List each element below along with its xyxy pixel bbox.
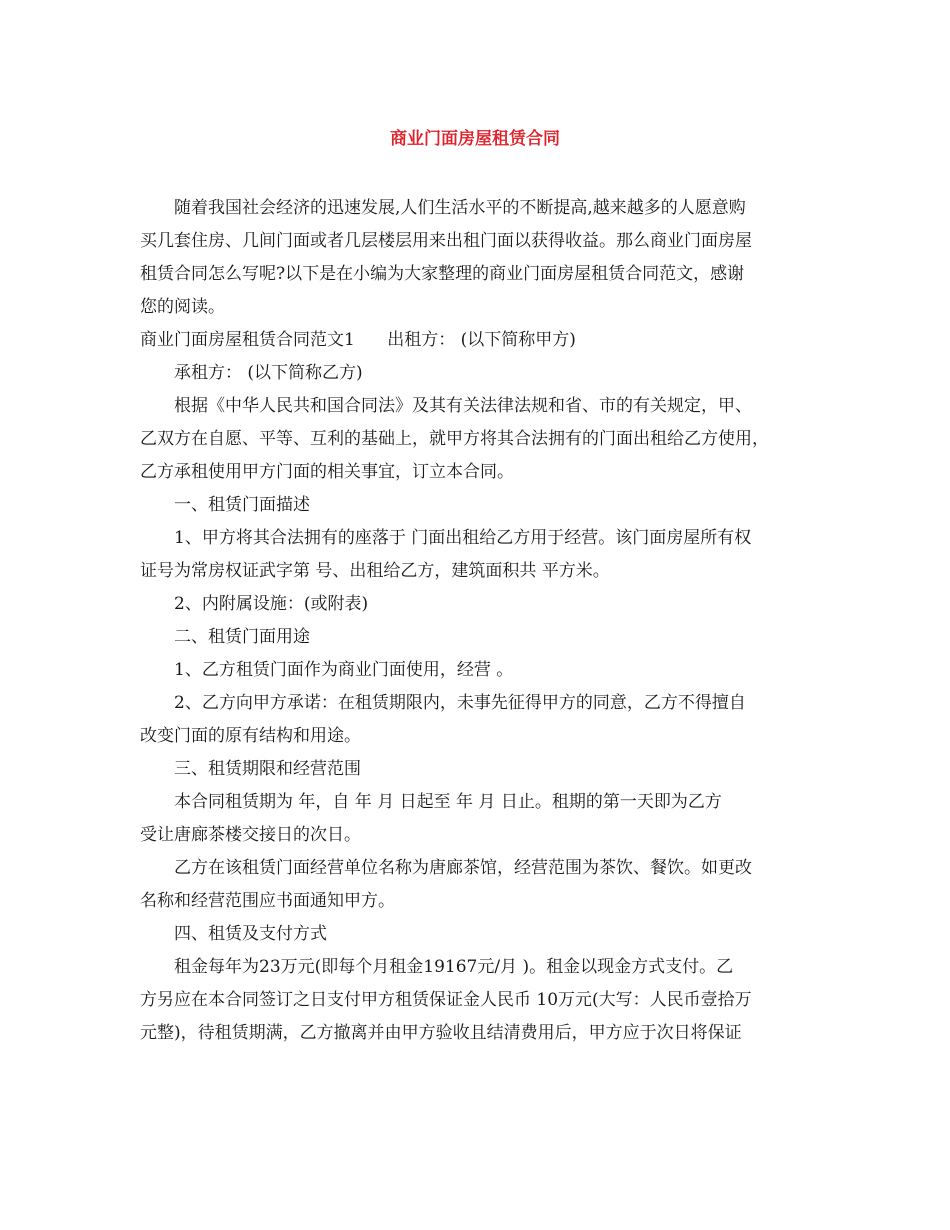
paragraph-line: 随着我国社会经济的迅速发展,人们生活水平的不断提高,越来越多的人愿意购	[174, 198, 746, 218]
paragraph-line: 一、租赁门面描述	[174, 495, 310, 515]
paragraph-line: 1、甲方将其合法拥有的座落于 门面出租给乙方用于经营。该门面房屋所有权	[174, 528, 752, 548]
paragraph-line: 方另应在本合同签订之日支付甲方租赁保证金人民币 10万元(大写：人民币壹拾万	[140, 990, 752, 1010]
paragraph-line: 根据《中华人民共和国合同法》及其有关法律法规和省、市的有关规定，甲、	[174, 396, 752, 416]
document-body	[140, 192, 815, 1050]
paragraph-line: 租金每年为23万元(即每个月租金19167元/月 )。租金以现金方式支付。乙	[174, 957, 734, 977]
paragraph-line: 租赁合同怎么写呢?以下是在小编为大家整理的商业门面房屋租赁合同范文，感谢	[140, 264, 745, 284]
paragraph-line: 乙方在该租赁门面经营单位名称为唐廊茶馆，经营范围为茶饮、餐饮。如更改	[174, 858, 752, 878]
paragraph-line: 承租方： (以下简称乙方)	[174, 363, 363, 383]
paragraph-line: 乙方承租使用甲方门面的相关事宜，订立本合同。	[140, 462, 514, 482]
paragraph-line: 您的阅读。	[140, 297, 225, 317]
paragraph-line: 改变门面的原有结构和用途。	[140, 726, 361, 746]
paragraph-line: 1、乙方租赁门面作为商业门面使用，经营 。	[174, 660, 514, 680]
paragraph-line: 证号为常房权证武字第 号、出租给乙方，建筑面积共 平方米。	[140, 561, 610, 581]
paragraph-line: 名称和经营范围应书面通知甲方。	[140, 891, 395, 911]
paragraph-line: 2、内附属设施：(或附表)	[174, 594, 369, 614]
paragraph-line: 四、租赁及支付方式	[174, 924, 327, 944]
paragraph-line: 乙双方在自愿、平等、互利的基础上，就甲方将其合法拥有的门面出租给乙方使用，	[140, 429, 769, 449]
paragraph-line: 受让唐廊茶楼交接日的次日。	[140, 825, 361, 845]
paragraph-line: 本合同租赁期为 年，自 年 月 日起至 年 月 日止。租期的第一天即为乙方	[174, 792, 722, 812]
paragraph-line: 2、乙方向甲方承诺：在租赁期限内，未事先征得甲方的同意，乙方不得擅自	[174, 693, 746, 713]
paragraph-line: 买几套住房、几间门面或者几层楼层用来出租门面以获得收益。那么商业门面房屋	[140, 231, 752, 251]
paragraph-line: 二、租赁门面用途	[174, 627, 310, 647]
paragraph-line: 元整)，待租赁期满，乙方撤离并由甲方验收且结清费用后，甲方应于次日将保证	[140, 1023, 742, 1043]
document-title: 商业门面房屋租赁合同	[390, 129, 560, 149]
paragraph-line: 商业门面房屋租赁合同范文1 出租方： (以下简称甲方)	[140, 330, 576, 350]
paragraph-line: 三、租赁期限和经营范围	[174, 759, 361, 779]
